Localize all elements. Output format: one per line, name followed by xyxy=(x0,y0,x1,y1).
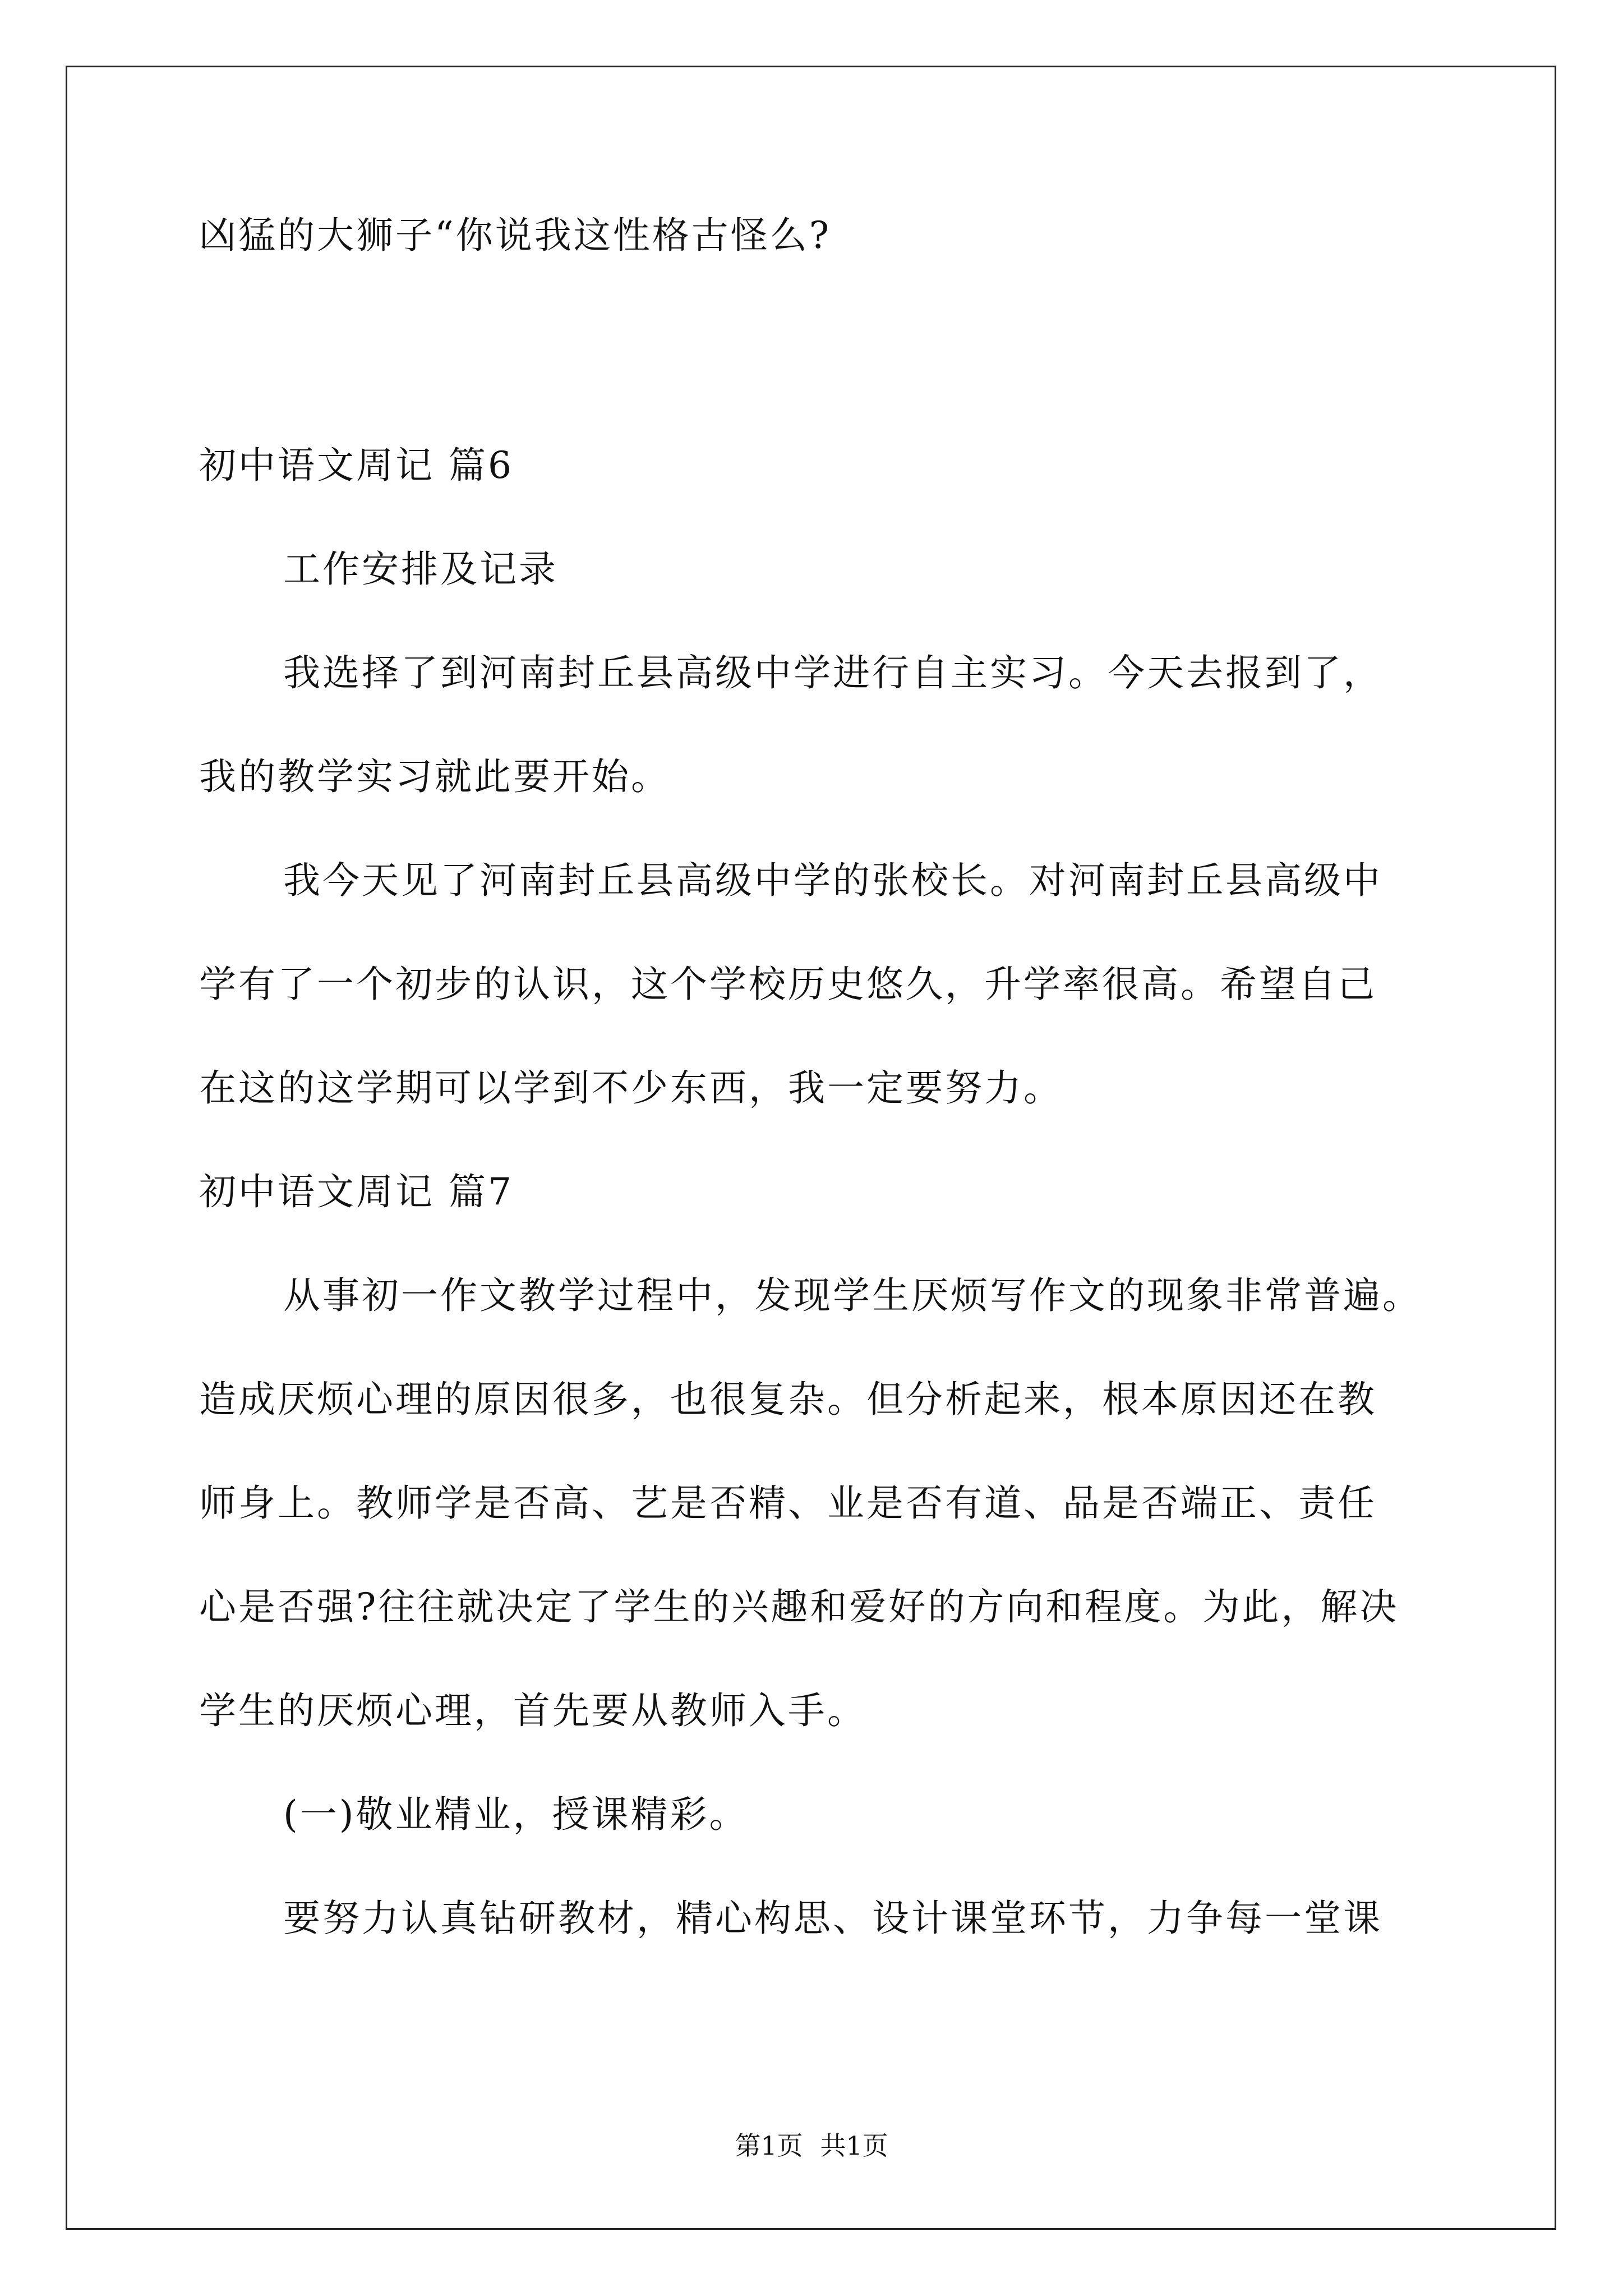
text-line: 师身上。教师学是否高、艺是否精、业是否有道、品是否端正、责任 xyxy=(199,1481,1377,1525)
page-total: 共1页 xyxy=(820,2131,888,2161)
text-line: 要努力认真钻研教材，精心构思、设计课堂环节，力争每一堂课 xyxy=(283,1897,1382,1940)
text-line: 学有了一个初步的认识，这个学校历史悠久，升学率很高。希望自己 xyxy=(199,963,1377,1006)
page-number: 第1页 xyxy=(735,2131,803,2161)
section-heading: 初中语文周记 篇6 xyxy=(199,444,514,487)
text-line: 学生的厌烦心理，首先要从教师入手。 xyxy=(199,1689,866,1732)
text-line: 我的教学实习就此要开始。 xyxy=(199,755,670,798)
section-heading: 初中语文周记 篇7 xyxy=(199,1170,514,1213)
page-footer xyxy=(0,2129,1623,2162)
text-line: 我今天见了河南封丘县高级中学的张校长。对河南封丘县高级中 xyxy=(283,859,1382,902)
text-line: 心是否强?往往就决定了学生的兴趣和爱好的方向和程度。为此，解决 xyxy=(199,1585,1399,1628)
text-line: 从事初一作文教学过程中，发现学生厌烦写作文的现象非常普遍。 xyxy=(283,1274,1422,1317)
text-line: 在这的这学期可以学到不少东西，我一定要努力。 xyxy=(199,1066,1063,1110)
text-line: 造成厌烦心理的原因很多，也很复杂。但分析起来，根本原因还在教 xyxy=(199,1378,1377,1421)
text-line: 我选择了到河南封丘县高级中学进行自主实习。今天去报到了， xyxy=(283,651,1382,694)
text-line: (一)敬业精业，授课精彩。 xyxy=(283,1793,749,1836)
text-line: 凶猛的大狮子“你说我这性格古怪么? xyxy=(199,214,832,257)
text-line: 工作安排及记录 xyxy=(283,547,558,591)
